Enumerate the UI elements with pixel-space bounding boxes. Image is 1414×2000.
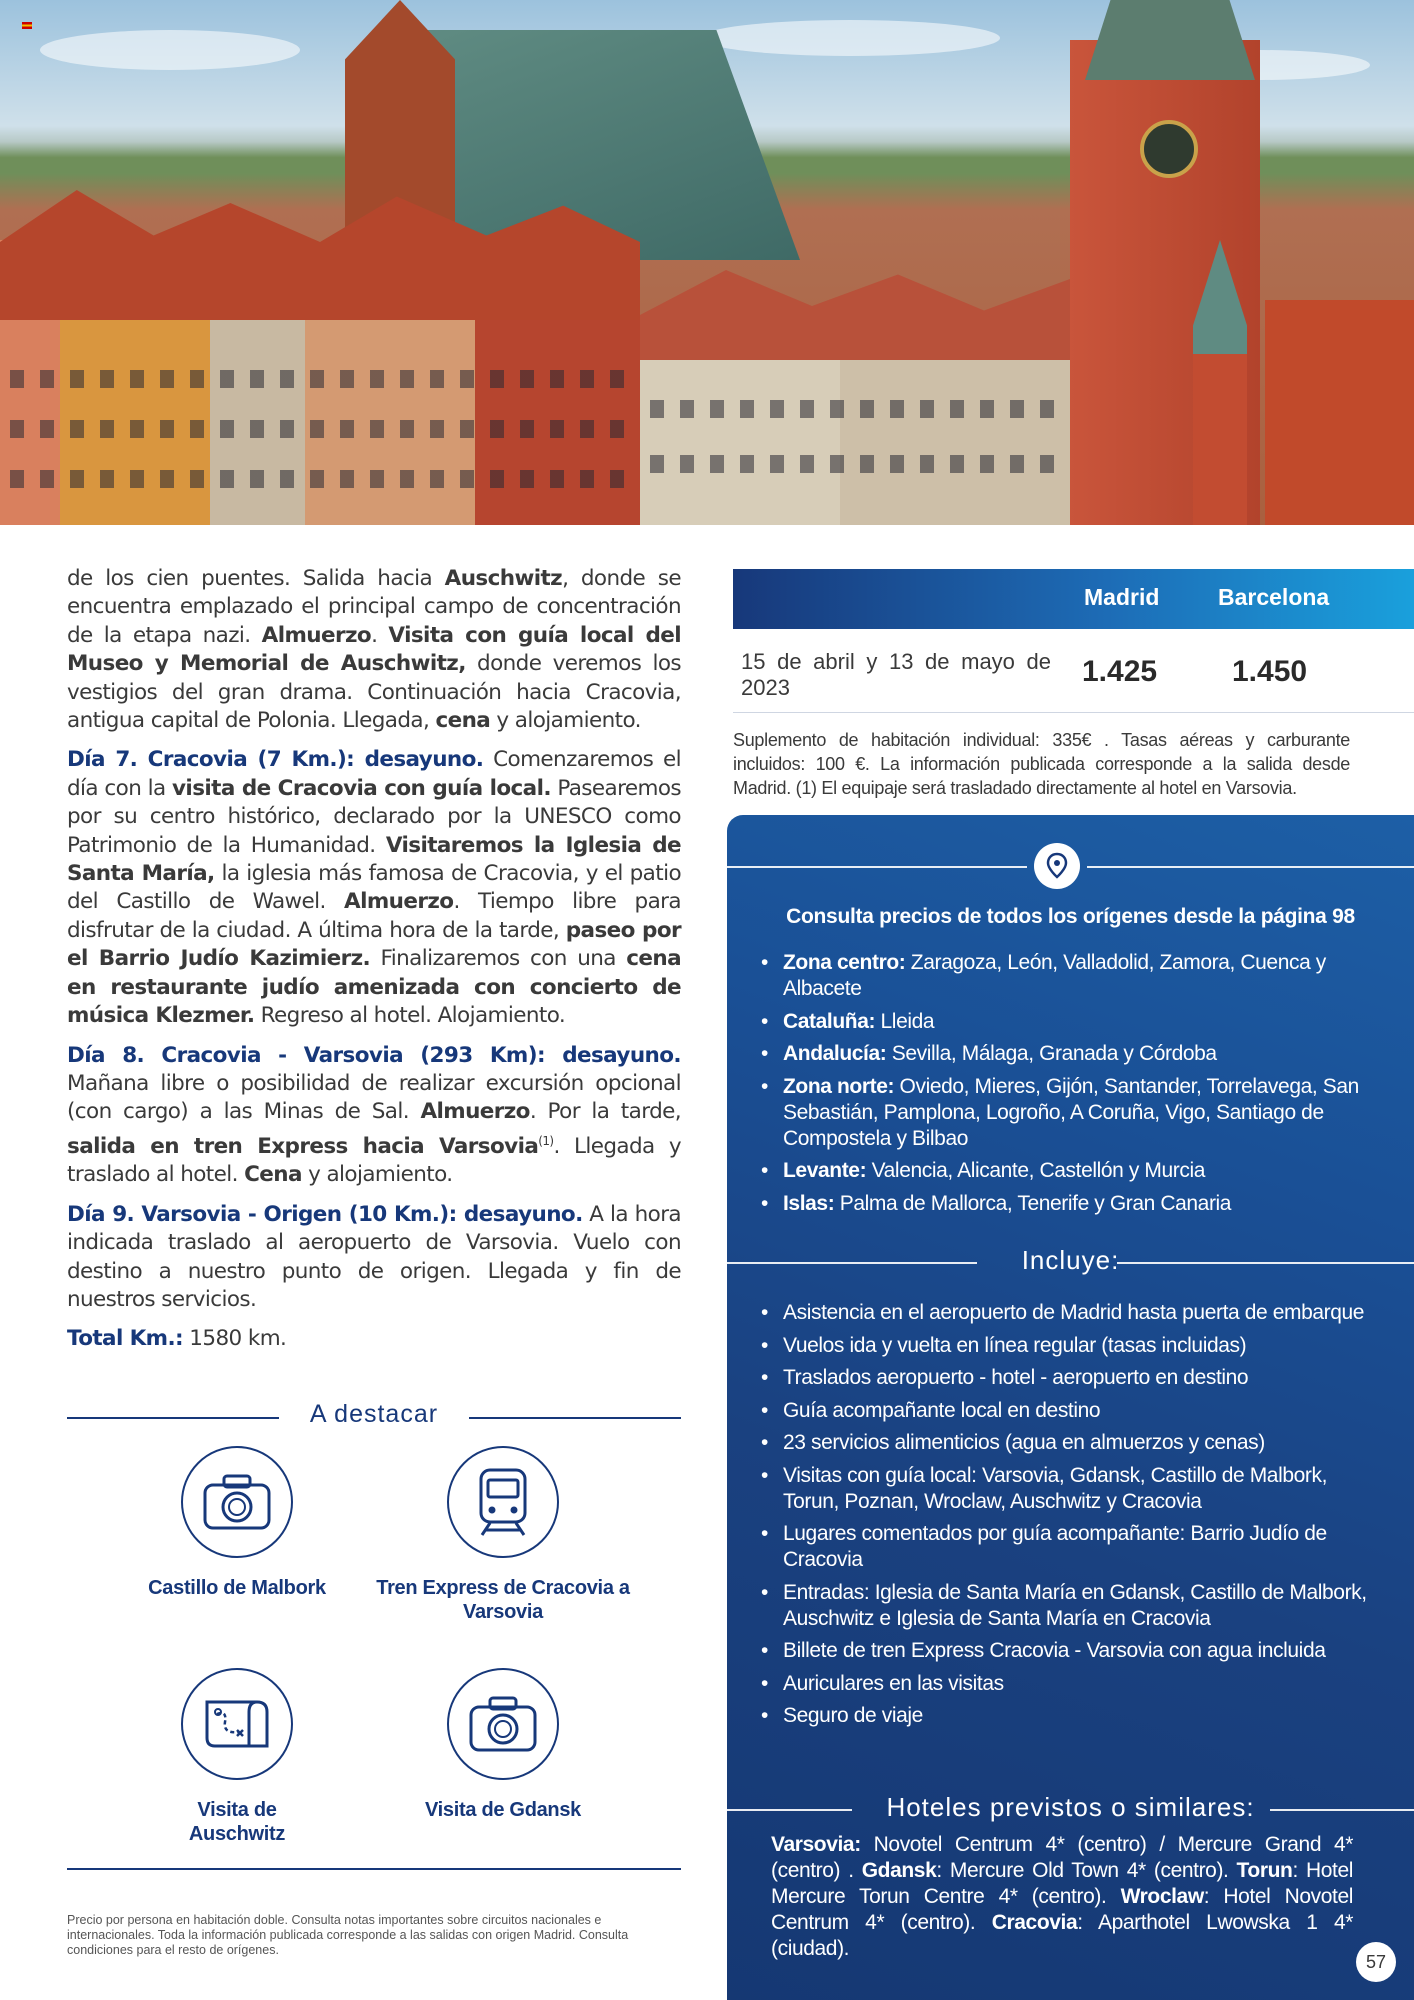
list-item: • Entradas: Iglesia de Santa María en Gdansk, Castillo de Malbork, Auschwitz e Iglesia de Santa María en Cracovia xyxy=(761,1580,1383,1632)
zone-cities: Lleida xyxy=(875,1009,935,1033)
bold-text: cena xyxy=(435,708,491,734)
zone-name: Levante: xyxy=(783,1159,867,1182)
list-item: • Billete de tren Express Cracovia - Varsovia con agua incluida xyxy=(761,1638,1383,1664)
day-7-title: Día 7. Cracovia (7 Km.): desayuno. xyxy=(67,747,484,773)
text: Regreso al hotel. Alojamiento. xyxy=(254,1003,566,1029)
day-8-title: Día 8. Cracovia - Varsovia (293 Km): desayuno. xyxy=(67,1042,681,1068)
windows xyxy=(10,420,630,438)
bold-text: Almuerzo xyxy=(420,1099,530,1125)
list-item: • 23 servicios alimenticios (agua en almuerzos y cenas) xyxy=(761,1430,1383,1456)
text: , donde se encuentra emplazado el principal campo de concentración de la etapa nazi. xyxy=(67,566,681,648)
origins-heading: Consulta precios de todos los orígenes desde la página 98 xyxy=(786,905,1355,928)
hotels-text xyxy=(771,1832,1353,1962)
house xyxy=(640,340,840,525)
total-km-value: 1580 km. xyxy=(183,1326,287,1352)
highlights-header xyxy=(67,1400,681,1440)
map-icon xyxy=(181,1668,293,1780)
day-9-paragraph xyxy=(67,1201,681,1315)
list-item: • Traslados aeropuerto - hotel - aeropuerto en destino xyxy=(761,1365,1383,1391)
train-icon xyxy=(447,1446,559,1558)
zone-cities: Sevilla, Málaga, Granada y Córdoba xyxy=(886,1042,1217,1065)
list-item xyxy=(761,1041,1383,1067)
zone-name: Zona centro: xyxy=(783,951,906,974)
bold-text: salida en tren Express hacia Varsovia xyxy=(67,1133,539,1159)
highlight-label: Castillo de Malbork xyxy=(148,1577,326,1599)
text: y alojamiento. xyxy=(490,708,641,734)
column-barcelona: Barcelona xyxy=(1218,584,1330,610)
bold-text: Cena xyxy=(244,1162,302,1188)
price-madrid: 1.425 xyxy=(1082,655,1158,688)
house xyxy=(305,300,475,525)
list-item: • Guía acompañante local en destino xyxy=(761,1398,1383,1424)
text: Comenzaremos el día con la xyxy=(67,747,681,801)
location-pin-icon xyxy=(1034,843,1080,889)
list-item xyxy=(761,1158,1383,1184)
list-item xyxy=(761,1074,1383,1152)
list-item xyxy=(761,1009,1383,1035)
highlights-title: A destacar xyxy=(309,1400,439,1428)
departure-dates: 15 de abril y 13 de mayo de 2023 xyxy=(741,649,1051,700)
highlight-label: Visita de Auschwitz xyxy=(188,1799,286,1845)
bold-text: Almuerzo xyxy=(261,622,372,648)
windows xyxy=(650,455,1060,473)
list-item: • Auriculares en las visitas xyxy=(761,1671,1383,1697)
cloud xyxy=(700,20,1000,56)
itinerary-text xyxy=(67,565,681,1365)
windows xyxy=(10,370,630,388)
bold-text: visita de Cracovia con guía local. xyxy=(172,775,551,801)
spain-flag-icon xyxy=(22,22,32,29)
info-panel xyxy=(727,815,1414,2000)
windows xyxy=(650,400,1060,418)
hotel-names: : Mercure Old Town 4* (centro). xyxy=(936,1859,1237,1882)
bold-text: paseo por el Barrio Judío Kazimierz. xyxy=(67,917,681,972)
zone-cities: Valencia, Alicante, Castellón y Murcia xyxy=(866,1159,1206,1182)
text: la iglesia más famosa de Cracovia, y el patio del Castillo de Wawel. xyxy=(67,861,681,915)
price-barcelona: 1.450 xyxy=(1232,655,1308,688)
text: de los cien puentes. Salida hacia xyxy=(67,566,445,591)
house xyxy=(475,300,640,525)
red-roofs-2 xyxy=(640,270,1070,360)
city-name: Cracovia xyxy=(991,1911,1078,1934)
text: A la hora indicada traslado al aeropuerto de Varsovia. Vuelo con destino a nuestro punto de origen. Llegada y fin de nuestros servicios. xyxy=(67,1201,682,1312)
zone-name: Cataluña: xyxy=(783,1009,876,1033)
zone-name: Andalucía: xyxy=(783,1042,887,1065)
text: Pasearemos por su centro histórico, declarado por la UNESCO como Patrimonio de la Humanidad. xyxy=(67,775,681,858)
footnote-marker: (1) xyxy=(538,1133,554,1148)
city-name: Torun xyxy=(1236,1859,1293,1882)
clock xyxy=(1140,120,1198,178)
zone-name: Islas: xyxy=(783,1191,835,1215)
highlight-item xyxy=(107,1668,367,1846)
bold-text: Visita con guía local del Museo y Memorial de Auschwitz, xyxy=(67,622,681,677)
list-item: • Lugares comentados por guía acompañante: Barrio Judío de Cracovia xyxy=(761,1521,1383,1573)
price-note: Suplemento de habitación individual: 335€ . Tasas aéreas y carburante incluidos: 100 €. La información publicada corresponde a la salida desde Madrid. (1) El equipaje será trasladado directamente al hotel en Varsovia. xyxy=(733,730,1350,798)
bold-text: Auschwitz xyxy=(444,566,563,591)
highlight-label: Visita de Gdansk xyxy=(424,1799,581,1821)
cathedral-roof xyxy=(420,30,800,260)
list-item xyxy=(761,1191,1383,1217)
zone-cities: Zaragoza, León, Valladolid, Zamora, Cuenca y Albacete xyxy=(783,951,1326,1000)
hotel-names: : Aparthotel Lwowska 1 4* (ciudad). xyxy=(771,1911,1353,1960)
text: . Llegada y traslado al hotel. xyxy=(67,1133,681,1188)
day-8-paragraph xyxy=(67,1042,681,1190)
hotel-names: Novotel Centrum 4* (centro) / Mercure Grand 4* (centro) . xyxy=(771,1833,1353,1882)
highlight-item xyxy=(373,1446,633,1624)
hotel-names: : Hotel Mercure Torun Centre 4* (centro). xyxy=(771,1859,1353,1908)
incluye-list xyxy=(761,1300,1383,1736)
total-km xyxy=(67,1325,681,1353)
right-roof xyxy=(1265,300,1414,525)
divider xyxy=(727,866,1027,868)
text: . Tiempo libre para disfrutar de la ciudad. A última hora de la tarde, xyxy=(67,889,681,943)
highlight-label: Tren Express de Cracovia a Varsovia xyxy=(376,1577,630,1623)
tower-top xyxy=(1085,0,1255,80)
origins-list xyxy=(761,950,1383,1223)
list-item: • Vuelos ida y vuelta en línea regular (tasas incluidas) xyxy=(761,1333,1383,1359)
highlight-item xyxy=(107,1446,367,1600)
city-name: Varsovia: xyxy=(771,1833,861,1856)
intro-paragraph xyxy=(67,565,681,735)
footnote: Precio por persona en habitación doble. Consulta notas importantes sobre circuitos nacionales e internacionales. Toda la información publicada corresponde a las salidas con origen Madrid. Consulta condiciones para el resto de orígenes. xyxy=(67,1913,629,1957)
text: donde veremos los vestigios del gran drama. Continuación hacia Cracovia, antigua capital de Polonia. Llegada, xyxy=(67,651,681,734)
divider xyxy=(1087,866,1414,868)
hotel-names: : Hotel Novotel Centrum 4* (centro). xyxy=(771,1885,1354,1934)
day-7-paragraph xyxy=(67,746,681,1030)
list-item: • Asistencia en el aeropuerto de Madrid hasta puerta de embarque xyxy=(761,1300,1383,1326)
camera-icon xyxy=(181,1446,293,1558)
text: Finalizaremos con una xyxy=(370,946,627,972)
bold-text: Visitaremos la Iglesia de Santa María, xyxy=(67,832,681,887)
zone-name: Zona norte: xyxy=(783,1074,895,1098)
incluye-title: Incluye: xyxy=(1021,1245,1120,1275)
list-item: • Seguro de viaje xyxy=(761,1703,1383,1729)
hero-photo xyxy=(0,0,1414,525)
text: . Por la tarde, xyxy=(529,1099,681,1125)
camera-icon xyxy=(447,1668,559,1780)
list-item: • Visitas con guía local: Varsovia, Gdansk, Castillo de Malbork, Torun, Poznan, Wroclaw, Auschwitz y Cracovia xyxy=(761,1463,1383,1515)
bold-text: Almuerzo xyxy=(344,889,454,915)
house xyxy=(60,300,210,525)
text: y alojamiento. xyxy=(301,1162,453,1188)
highlight-item xyxy=(373,1668,633,1822)
divider xyxy=(67,1868,681,1870)
text: . xyxy=(371,622,389,648)
zone-cities: Oviedo, Mieres, Gijón, Santander, Torrelavega, San Sebastián, Pamplona, Logroño, A Coruña, Vigo, Santiago de Compostela y Bilbao xyxy=(783,1074,1359,1150)
day-9-title: Día 9. Varsovia - Origen (10 Km.): desayuno. xyxy=(67,1201,583,1227)
windows xyxy=(10,470,630,488)
price-row xyxy=(733,629,1414,713)
text: Mañana libre o posibilidad de realizar excursión opcional (con cargo) a las Minas de Sal. xyxy=(67,1070,681,1125)
price-table-header xyxy=(733,569,1414,629)
city-name: Wroclaw xyxy=(1120,1885,1204,1908)
cloud xyxy=(40,30,300,70)
city-name: Gdansk xyxy=(861,1859,937,1882)
page-number: 57 xyxy=(1356,1942,1396,1982)
total-km-label: Total Km.: xyxy=(67,1326,184,1352)
zone-cities: Palma de Mallorca, Tenerife y Gran Canaria xyxy=(834,1191,1232,1215)
list-item xyxy=(761,950,1383,1002)
hoteles-title: Hoteles previstos o similares: xyxy=(886,1792,1255,1822)
bold-text: cena en restaurante judío amenizada con concierto de música Klezmer. xyxy=(67,946,682,1029)
column-madrid: Madrid xyxy=(1084,584,1160,610)
